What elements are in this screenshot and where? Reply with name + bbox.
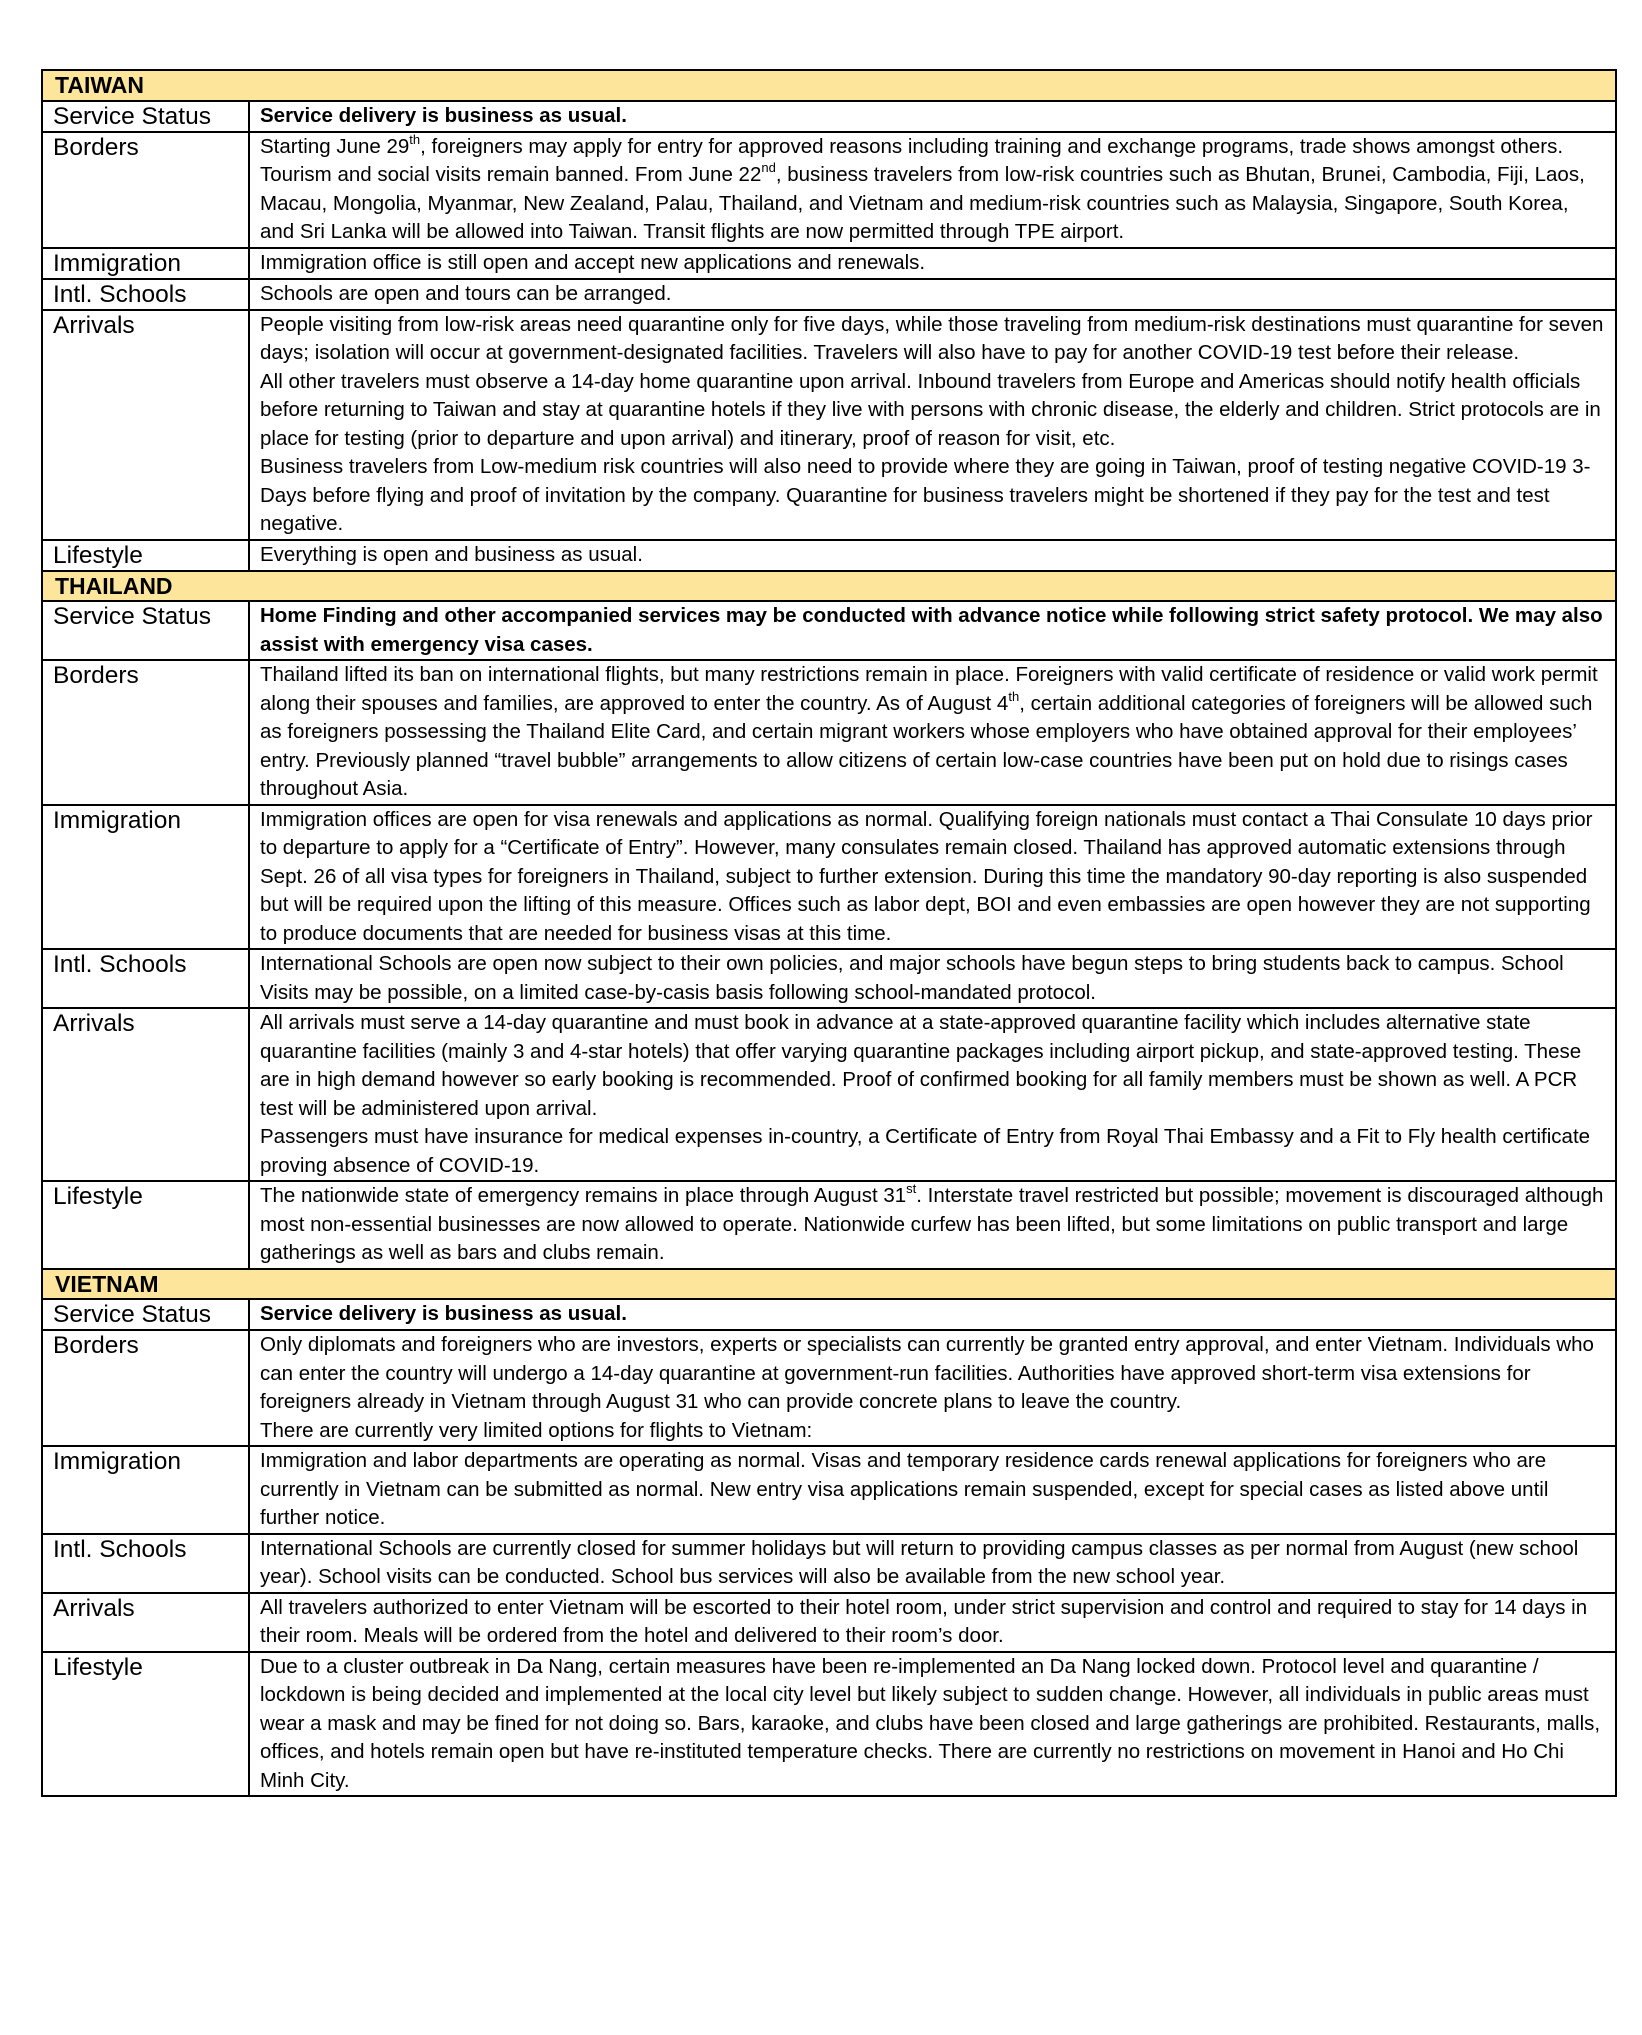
content-paragraph: Immigration office is still open and accept new applications and renewals. [260, 250, 926, 274]
table-row-vietnam-immigration [42, 1446, 1616, 1534]
content-paragraph: Thailand lifted its ban on international flights, but many restrictions remain in place. Foreigners with valid certificate of residence or valid work permit along their spouses and families, are approved to enter the country. As of August 4th, certain additional categories of foreigners will be allowed such as foreigners possessing the Thailand Elite Card, and certain migrant workers whose employers who have obtained approval for their employees’ entry. Previously planned “travel bubble” arrangements to allow citizens of certain low-case countries have been put on hold due to risings cases throughout Asia. [260, 663, 1598, 800]
row-content [249, 101, 1616, 132]
table-row-taiwan-intl-schools [42, 279, 1616, 310]
country-header-thailand [42, 571, 1616, 602]
content-paragraph: All travelers authorized to enter Vietnam will be escorted to their hotel room, under strict supervision and control and required to stay for 14 days in their room. Meals will be ordered from the hotel and delivered to their room’s door. [260, 1595, 1588, 1647]
row-content [249, 1181, 1616, 1269]
content-paragraph: Home Finding and other accompanied services may be conducted with advance notice while following strict safety protocol. We may also assist with emergency visa cases. [260, 604, 1603, 656]
table-row-vietnam-intl-schools [42, 1534, 1616, 1593]
row-label: Arrivals [42, 310, 249, 540]
content-paragraph: Passengers must have insurance for medical expenses in-country, a Certificate of Entry from Royal Thai Embassy and a Fit to Fly health certificate proving absence of COVID-19. [260, 1125, 1591, 1177]
table-row-taiwan-arrivals [42, 310, 1616, 540]
content-paragraph: People visiting from low-risk areas need quarantine only for five days, while those traveling from medium-risk destinations must quarantine for seven days; isolation will occur at government-designated facilities. Travelers will also have to pay for another COVID-19 test before their release. [260, 312, 1604, 364]
country-name: VIETNAM [42, 1269, 1616, 1300]
row-label: Borders [42, 660, 249, 805]
row-content [249, 1299, 1616, 1330]
content-paragraph: All other travelers must observe a 14-day home quarantine upon arrival. Inbound travelers from Europe and Americas should notify health officials before returning to Taiwan and stay at quarantine hotels if they live with persons with chronic disease, the elderly and children. Strict protocols are in place for testing (prior to departure and upon arrival) and itinerary, proof of reason for visit, etc. [260, 369, 1601, 450]
row-content [249, 1652, 1616, 1797]
row-content [249, 1008, 1616, 1181]
table-row-thailand-lifestyle [42, 1181, 1616, 1269]
row-label: Intl. Schools [42, 279, 249, 310]
row-label: Service Status [42, 601, 249, 660]
row-label: Borders [42, 132, 249, 248]
table-row-vietnam-lifestyle [42, 1652, 1616, 1797]
row-label: Lifestyle [42, 1652, 249, 1797]
row-content [249, 1330, 1616, 1446]
row-content [249, 1593, 1616, 1652]
table-row-taiwan-lifestyle [42, 540, 1616, 571]
row-content [249, 248, 1616, 279]
row-label: Lifestyle [42, 540, 249, 571]
row-label: Immigration [42, 1446, 249, 1534]
content-paragraph: Everything is open and business as usual. [260, 542, 643, 566]
content-paragraph: All arrivals must serve a 14-day quarantine and must book in advance at a state-approved quarantine facility which includes alternative state quarantine facilities (mainly 3 and 4-star hotels) that offer varying quarantine packages including airport pickup, and state-approved testing. These are in high demand however so early booking is recommended. Proof of confirmed booking for all family members must be shown as well. A PCR test will be administered upon arrival. [260, 1011, 1582, 1120]
table-row-vietnam-borders [42, 1330, 1616, 1446]
content-paragraph: Service delivery is business as usual. [260, 103, 627, 127]
table-row-thailand-borders [42, 660, 1616, 805]
row-label: Arrivals [42, 1593, 249, 1652]
table-row-thailand-arrivals [42, 1008, 1616, 1181]
content-paragraph: Schools are open and tours can be arranged. [260, 281, 672, 305]
content-paragraph: Due to a cluster outbreak in Da Nang, certain measures have been re-implemented an Da Nang locked down. Protocol level and quarantine / lockdown is being decided and implemented at the local city level but likely subject to sudden change. However, all individuals in public areas must wear a mask and may be fined for not doing so. Bars, karaoke, and clubs have been closed and large gatherings are prohibited. Restaurants, malls, offices, and hotels remain open but have re-instituted temperature checks. There are currently no restrictions on movement in Hanoi and Ho Chi Minh City. [260, 1654, 1601, 1792]
table-row-vietnam-service-status [42, 1299, 1616, 1330]
content-paragraph: Only diplomats and foreigners who are investors, experts or specialists can currently be granted entry approval, and enter Vietnam. Individuals who can enter the country will undergo a 14-day quarantine at government-run facilities. Authorities have approved short-term visa extensions for foreigners already in Vietnam through August 31 who can provide concrete plans to leave the country. [260, 1333, 1594, 1413]
row-content [249, 805, 1616, 950]
row-content [249, 1446, 1616, 1534]
content-paragraph: Immigration offices are open for visa renewals and applications as normal. Qualifying foreign nationals must contact a Thai Consulate 10 days prior to departure to apply for a “Certificate of Entry”. However, many consulates remain closed. Thailand has approved automatic extensions through Sept. 26 of all visa types for foreigners in Thailand, subject to further extension. During this time the mandatory 90-day reporting is also suspended but will be required upon the lifting of this measure. Offices such as labor dept, BOI and even embassies are open however they are not supporting to produce documents that are needed for business visas at this time. [260, 807, 1593, 945]
content-paragraph: Starting June 29th, foreigners may apply for entry for approved reasons including training and exchange programs, trade shows amongst others. Tourism and social visits remain banned. From June 22nd, business travelers from low-risk countries such as Bhutan, Brunei, Cambodia, Fiji, Laos, Macau, Mongolia, Myanmar, New Zealand, Palau, Thailand, and Vietnam and medium-risk countries such as Malaysia, Singapore, South Korea, and Sri Lanka will be allowed into Taiwan. Transit flights are now permitted through TPE airport. [260, 131, 1585, 243]
row-label: Lifestyle [42, 1181, 249, 1269]
row-content [249, 540, 1616, 571]
content-paragraph: The nationwide state of emergency remains in place through August 31st. Interstate travel restricted but possible; movement is discouraged although most non-essential businesses are now allowed to operate. Nationwide curfew has been lifted, but some limitations on public transport and large gatherings as well as bars and clubs remain. [260, 1181, 1604, 1264]
table-row-thailand-service-status [42, 601, 1616, 660]
row-content [249, 1534, 1616, 1593]
row-content [249, 660, 1616, 805]
content-paragraph: Business travelers from Low-medium risk countries will also need to provide where they are going in Taiwan, proof of testing negative COVID-19 3-Days before flying and proof of invitation by the company. Quarantine for business travelers might be shortened if they pay for the test and test negative. [260, 455, 1591, 535]
row-label: Immigration [42, 805, 249, 950]
country-header-taiwan [42, 70, 1616, 101]
row-content [249, 279, 1616, 310]
content-paragraph: There are currently very limited options for flights to Vietnam: [260, 1418, 813, 1442]
row-label: Intl. Schools [42, 949, 249, 1008]
country-name: TAIWAN [42, 70, 1616, 101]
content-paragraph: International Schools are currently closed for summer holidays but will return to providing campus classes as per normal from August (new school year). School visits can be conducted. School bus services will also be available from the new school year. [260, 1536, 1579, 1588]
content-paragraph: Immigration and labor departments are operating as normal. Visas and temporary residence cards renewal applications for foreigners who are currently in Vietnam can be submitted as normal. New entry visa applications remain suspended, except for special cases as listed above until further notice. [260, 1449, 1549, 1529]
row-content [249, 949, 1616, 1008]
row-label: Service Status [42, 101, 249, 132]
row-content [249, 601, 1616, 660]
table-row-taiwan-service-status [42, 101, 1616, 132]
table-row-taiwan-borders [42, 132, 1616, 248]
row-label: Intl. Schools [42, 1534, 249, 1593]
row-label: Service Status [42, 1299, 249, 1330]
table-row-vietnam-arrivals [42, 1593, 1616, 1652]
row-label: Borders [42, 1330, 249, 1446]
table-row-thailand-immigration [42, 805, 1616, 950]
row-label: Arrivals [42, 1008, 249, 1181]
content-paragraph: International Schools are open now subject to their own policies, and major schools have begun steps to bring students back to campus. School Visits may be possible, on a limited case-by-casis basis following school-mandated protocol. [260, 952, 1564, 1004]
document-page [41, 69, 1615, 1797]
country-name: THAILAND [42, 571, 1616, 602]
table-body [42, 70, 1616, 1796]
table-row-thailand-intl-schools [42, 949, 1616, 1008]
content-paragraph: Service delivery is business as usual. [260, 1302, 627, 1325]
country-header-vietnam [42, 1269, 1616, 1300]
row-label: Immigration [42, 248, 249, 279]
row-content [249, 132, 1616, 248]
table-row-taiwan-immigration [42, 248, 1616, 279]
row-content [249, 310, 1616, 540]
country-status-table [41, 69, 1617, 1797]
